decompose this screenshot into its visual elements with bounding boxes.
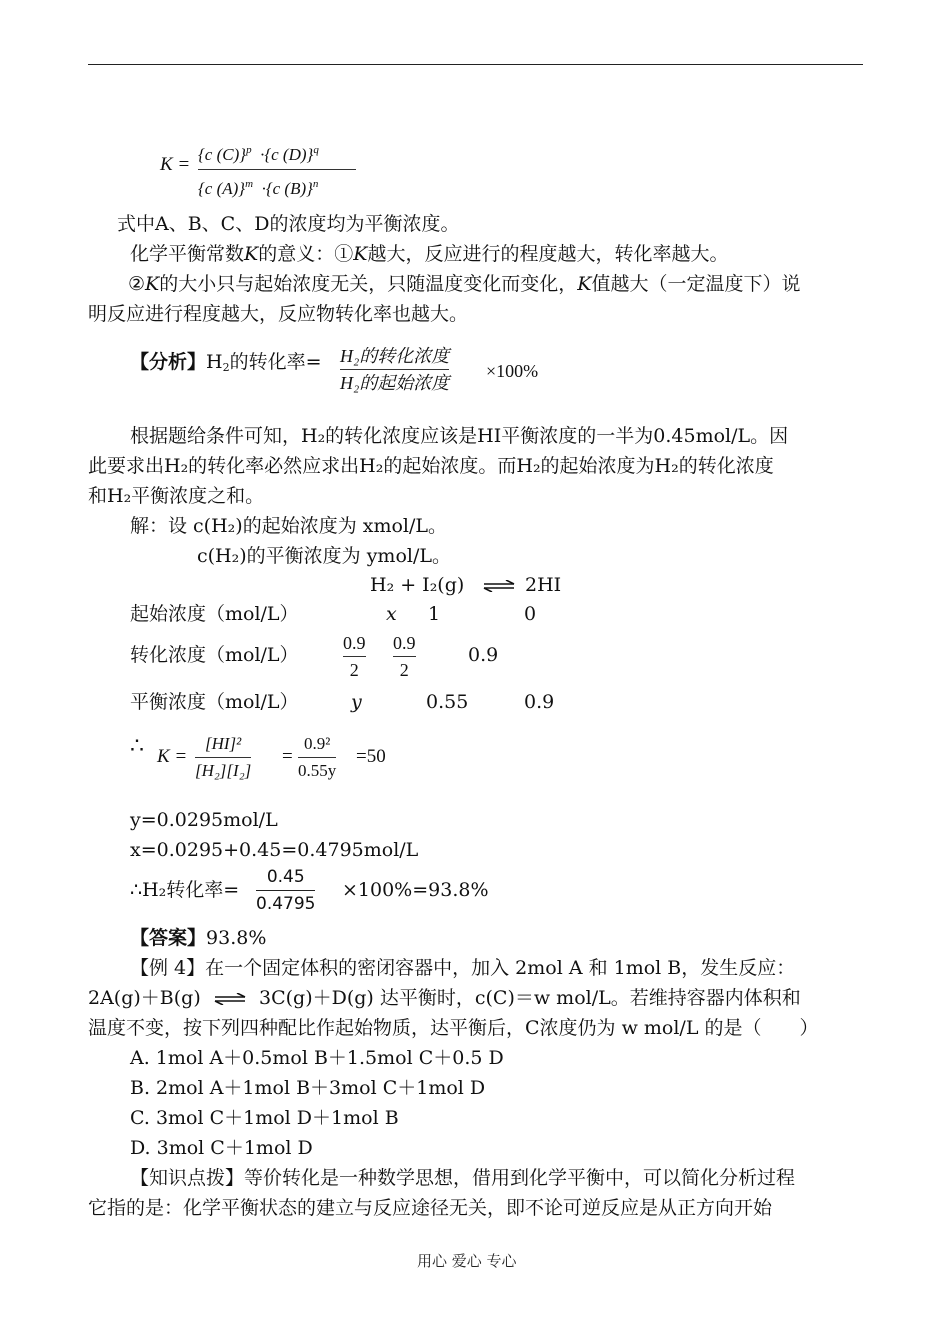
kcalc-fraction-1: [HI]² [H₂][I₂] — [195, 734, 252, 780]
analysis-denominator: H₂的起始浓度 — [340, 373, 450, 393]
therefore-symbol: ∴ — [130, 734, 144, 759]
kcalc-lhs: K = — [157, 746, 188, 767]
page-footer: 用心 爱心 专心 — [417, 1252, 517, 1270]
analysis-label: 【分析】$H_2$的转化率= — [130, 351, 322, 374]
row-change-a: 0.9 2 — [343, 633, 366, 680]
row-initial-b: 1 — [428, 603, 441, 625]
example4-line-1: 【例 4】在一个固定体积的密闭容器中，加入 2mol A 和 1mol B，发生反应： — [130, 957, 796, 979]
analysis-numerator: H₂的转化浓度 — [340, 346, 450, 366]
option-d: D. 3mol C＋1mol D — [130, 1137, 313, 1159]
conversion-result: ×100%=93.8% — [342, 879, 489, 901]
knowledge-line-2: 它指的是：化学平衡状态的建立与反应途径无关，即不论可逆反应是从正方向开始 — [88, 1197, 773, 1219]
answer-line — [130, 923, 266, 953]
para-line-3: 和H₂平衡浓度之和。 — [88, 485, 265, 507]
row-equilibrium-c: 0.9 — [524, 691, 555, 713]
line-k-meaning-2: ②K的大小只与起始浓度无关，只随温度变化而变化，K值越大（一定温度下）说 — [128, 273, 801, 295]
option-c: C. 3mol C＋1mol D＋1mol B — [130, 1107, 399, 1129]
knowledge-line-1: 【知识点拨】等价转化是一种数学思想，借用到化学平衡中，可以简化分析过程 — [130, 1167, 796, 1189]
row-initial-a: x — [386, 603, 397, 625]
option-b: B. 2mol A＋1mol B＋3mol C＋1mol D — [130, 1077, 486, 1099]
formula-k-denominator: {c (A)}$^m$ ·{c (B)}$^n$ — [198, 178, 319, 198]
kcalc-equals: = — [282, 746, 293, 767]
answer-tag: 【答案】 — [130, 927, 207, 949]
conversion-label: ∴H₂转化率= — [130, 879, 240, 901]
result-y: y=0.0295mol/L — [130, 809, 278, 831]
row-initial-c: 0 — [524, 603, 537, 625]
analysis-times: ×100% — [486, 361, 539, 381]
row-change-c: 0.9 — [468, 644, 499, 666]
row-equilibrium-a: y — [351, 691, 362, 713]
row-change-label: 转化浓度（mol/L） — [130, 644, 299, 666]
formula-k-fraction — [198, 138, 358, 201]
line-k-meaning-3: 明反应进行程度越大，反应物转化率也越大。 — [88, 303, 469, 325]
equilibrium-arrow-icon — [482, 580, 516, 592]
para-line-1: 根据题给条件可知，H₂的转化浓度应该是HI平衡浓度的一半为0.45mol/L。因 — [130, 425, 789, 447]
formula-k-bar — [198, 169, 356, 170]
line-concentration-note: 式中A、B、C、D的浓度均为平衡浓度。 — [117, 213, 460, 235]
equilibrium-arrow-icon-2 — [213, 993, 247, 1005]
line-k-meaning-1: 化学平衡常数K的意义：①K越大，反应进行的程度越大，转化率越大。 — [130, 243, 729, 265]
equation-right: 2HI — [525, 574, 562, 596]
para-line-2: 此要求出H₂的转化率必然应求出H₂的起始浓度。而H₂的起始浓度为H₂的转化浓度 — [88, 455, 774, 477]
example4-line-2b: 3C(g)＋D(g) 达平衡时，c(C)＝w mol/L。若维持容器内体积和 — [259, 987, 801, 1009]
solution-line-2: c(H₂)的平衡浓度为 ymol/L。 — [197, 545, 451, 567]
row-initial-label: 起始浓度（mol/L） — [130, 603, 299, 625]
kcalc-result: =50 — [356, 746, 386, 767]
analysis-tag: 【分析】 — [130, 351, 207, 373]
header-rule — [88, 64, 863, 65]
equation-left: H₂ + I₂(g) — [370, 574, 465, 596]
result-x: x=0.0295+0.45=0.4795mol/L — [130, 839, 419, 861]
option-a: A. 1mol A＋0.5mol B＋1.5mol C＋0.5 D — [130, 1047, 504, 1069]
formula-k-lhs: K = — [160, 154, 191, 175]
row-equilibrium-b: 0.55 — [426, 691, 469, 713]
formula-k-numerator: {c (C)}$^p$ ·{c (D)}$^q$ — [198, 144, 319, 164]
example4-line-2a: 2A(g)＋B(g) — [88, 987, 201, 1009]
answer-value: 93.8% — [206, 927, 267, 949]
conversion-fraction: 0.45 0.4795 — [256, 867, 316, 914]
analysis-fraction — [340, 345, 449, 394]
row-equilibrium-label: 平衡浓度（mol/L） — [130, 691, 299, 713]
kcalc-fraction-2: 0.9² 0.55y — [298, 734, 337, 780]
row-change-b: 0.9 2 — [393, 633, 416, 680]
example4-line-3: 温度不变，按下列四种配比作起始物质，达平衡后，C浓度仍为 w mol/L 的是（ ） — [88, 1017, 819, 1039]
solution-line-1: 解：设 c(H₂)的起始浓度为 xmol/L。 — [130, 515, 447, 537]
